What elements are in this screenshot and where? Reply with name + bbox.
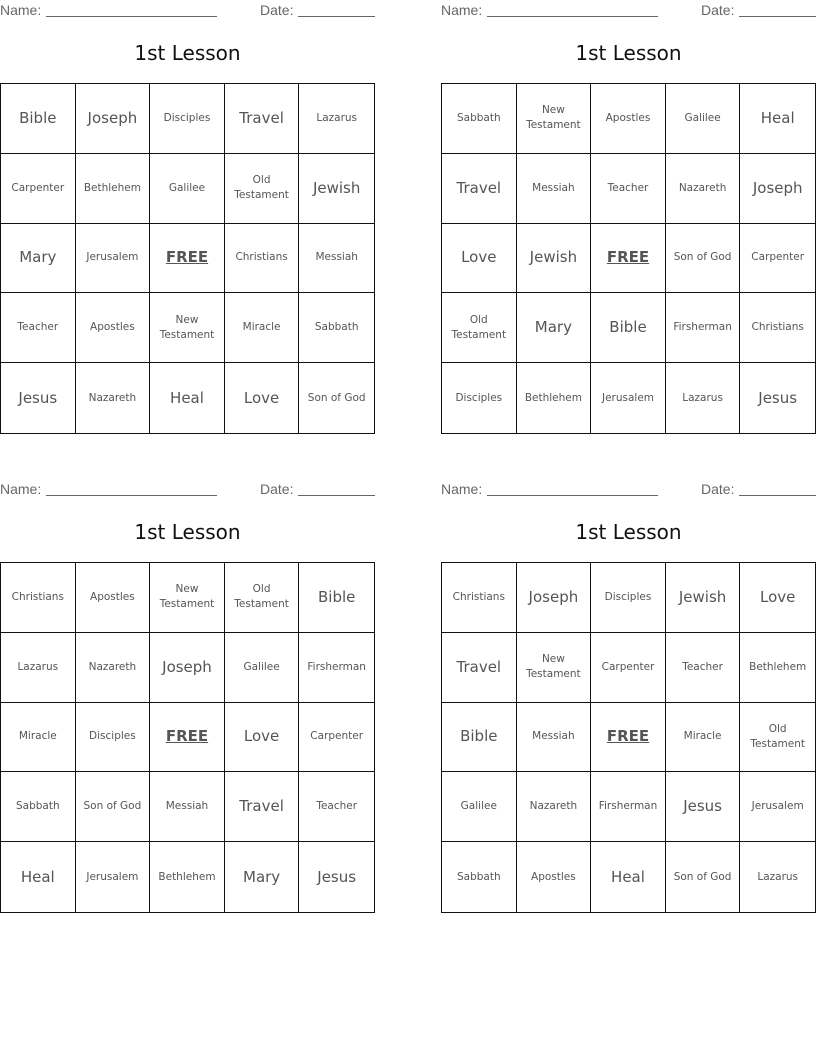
bingo-cell: Christians <box>225 224 300 294</box>
bingo-cell: Jerusalem <box>740 772 815 842</box>
bingo-cell: Apostles <box>591 84 666 154</box>
bingo-cell: Miracle <box>225 293 300 363</box>
bingo-cell: Christians <box>442 563 517 633</box>
bingo-cell: Galilee <box>225 633 300 703</box>
bingo-cell: New Testament <box>517 84 592 154</box>
bingo-cell: New Testament <box>150 563 225 633</box>
bingo-cell: Old Testament <box>225 154 300 224</box>
bingo-cell: Sabbath <box>1 772 76 842</box>
bingo-cell: Mary <box>517 293 592 363</box>
bingo-cell: Apostles <box>517 842 592 912</box>
bingo-cell: Miracle <box>1 703 76 773</box>
bingo-cell: Apostles <box>76 293 151 363</box>
card-title: 1st Lesson <box>575 41 682 65</box>
bingo-cell: Nazareth <box>76 363 151 433</box>
bingo-cell: Jesus <box>1 363 76 433</box>
name-date-header <box>0 0 375 22</box>
bingo-cell: Firsherman <box>666 293 741 363</box>
bingo-grid <box>441 83 816 434</box>
bingo-cell: Nazareth <box>666 154 741 224</box>
bingo-grid <box>0 83 375 434</box>
name-label: Name: <box>441 481 483 497</box>
bingo-cell: Lazarus <box>666 363 741 433</box>
bingo-cell: Heal <box>740 84 815 154</box>
bingo-cell: Son of God <box>666 224 741 294</box>
bingo-cell: Mary <box>1 224 76 294</box>
date-line <box>739 495 816 496</box>
bingo-cell: Jerusalem <box>591 363 666 433</box>
bingo-cell: Love <box>442 224 517 294</box>
name-line <box>46 495 217 496</box>
bingo-cell: New Testament <box>150 293 225 363</box>
bingo-cell: Jesus <box>666 772 741 842</box>
bingo-cell: Bethlehem <box>517 363 592 433</box>
name-date-header <box>441 479 816 501</box>
bingo-cell: Jerusalem <box>76 842 151 912</box>
bingo-cell: Jerusalem <box>76 224 151 294</box>
bingo-cell: Sabbath <box>442 842 517 912</box>
bingo-cell: Sabbath <box>299 293 374 363</box>
bingo-cell: Mary <box>225 842 300 912</box>
bingo-cell: Love <box>225 363 300 433</box>
bingo-cell: Bible <box>442 703 517 773</box>
bingo-grid <box>441 562 816 913</box>
bingo-cell: Teacher <box>299 772 374 842</box>
bingo-cell: Jewish <box>517 224 592 294</box>
bingo-cell: Son of God <box>307 391 366 404</box>
bingo-cell: Son of God <box>666 842 741 912</box>
bingo-cell: Bethlehem <box>150 842 225 912</box>
bingo-cell: Carpenter <box>591 633 666 703</box>
bingo-cell: Christians <box>740 293 815 363</box>
bingo-cell: Heal <box>591 842 666 912</box>
date-label: Date: <box>701 2 735 18</box>
bingo-cell: Disciples <box>591 563 666 633</box>
bingo-cell: Sabbath <box>442 84 517 154</box>
date-line <box>298 16 375 17</box>
free-space: FREE <box>591 703 666 773</box>
bingo-cell: Travel <box>225 84 300 154</box>
bingo-cell: Joseph <box>517 563 592 633</box>
bingo-cell: Carpenter <box>299 703 374 773</box>
name-date-header <box>0 479 375 501</box>
bingo-cell: Jesus <box>317 867 357 886</box>
bingo-cell: Messiah <box>150 772 225 842</box>
name-label: Name: <box>0 481 42 497</box>
bingo-cell: Nazareth <box>76 633 151 703</box>
bingo-cell: Teacher <box>666 633 741 703</box>
bingo-cell: Old Testament <box>740 703 815 773</box>
bingo-cell: Joseph <box>76 84 151 154</box>
name-date-header <box>441 0 816 22</box>
bingo-cell: Lazarus <box>1 633 76 703</box>
bingo-cell: Miracle <box>666 703 741 773</box>
bingo-cell: Joseph <box>740 154 815 224</box>
bingo-cell: Bible <box>591 293 666 363</box>
name-line <box>46 16 217 17</box>
bingo-cell: Old Testament <box>442 293 517 363</box>
bingo-cell: Heal <box>1 842 76 912</box>
bingo-cell: Heal <box>150 363 225 433</box>
date-line <box>739 16 816 17</box>
bingo-cell: Disciples <box>150 84 225 154</box>
bingo-cell: Firsherman <box>591 772 666 842</box>
bingo-cell: Teacher <box>591 154 666 224</box>
card-title: 1st Lesson <box>575 520 682 544</box>
bingo-grid <box>0 562 375 913</box>
bingo-cell: Travel <box>442 154 517 224</box>
bingo-cell: Apostles <box>76 563 151 633</box>
bingo-cell: Carpenter <box>1 154 76 224</box>
bingo-cell: Bethlehem <box>740 633 815 703</box>
bingo-cell: Love <box>740 563 815 633</box>
bingo-cell: Bible <box>1 84 76 154</box>
name-label: Name: <box>0 2 42 18</box>
bingo-cell: Galilee <box>666 84 741 154</box>
free-space: FREE <box>150 224 225 294</box>
free-space: FREE <box>591 224 666 294</box>
bingo-cell: Love <box>225 703 300 773</box>
bingo-cell: Lazarus <box>757 870 799 883</box>
date-label: Date: <box>260 2 294 18</box>
name-line <box>487 495 658 496</box>
bingo-cell: Bible <box>299 563 374 633</box>
bingo-cell: Messiah <box>299 224 374 294</box>
bingo-cell: Galilee <box>150 154 225 224</box>
bingo-cell: Carpenter <box>740 224 815 294</box>
name-line <box>487 16 658 17</box>
bingo-cell: Messiah <box>517 703 592 773</box>
card-title: 1st Lesson <box>134 41 241 65</box>
bingo-cell: New Testament <box>517 633 592 703</box>
bingo-cell: Disciples <box>442 363 517 433</box>
date-label: Date: <box>260 481 294 497</box>
bingo-cell: Lazarus <box>299 84 374 154</box>
bingo-cell: Disciples <box>76 703 151 773</box>
card-title: 1st Lesson <box>134 520 241 544</box>
bingo-cell: Firsherman <box>299 633 374 703</box>
date-line <box>298 495 375 496</box>
bingo-cell: Joseph <box>150 633 225 703</box>
bingo-cell: Old Testament <box>225 563 300 633</box>
bingo-cell: Christians <box>1 563 76 633</box>
bingo-cell: Nazareth <box>517 772 592 842</box>
bingo-cell: Travel <box>442 633 517 703</box>
bingo-cell: Son of God <box>76 772 151 842</box>
bingo-cell: Messiah <box>517 154 592 224</box>
bingo-cell: Travel <box>225 772 300 842</box>
bingo-cell: Bethlehem <box>76 154 151 224</box>
date-label: Date: <box>701 481 735 497</box>
bingo-cell: Jewish <box>299 154 374 224</box>
bingo-cell: Jesus <box>758 388 798 407</box>
bingo-cell: Teacher <box>1 293 76 363</box>
bingo-cell: Galilee <box>442 772 517 842</box>
free-space: FREE <box>150 703 225 773</box>
bingo-cell: Jewish <box>666 563 741 633</box>
name-label: Name: <box>441 2 483 18</box>
